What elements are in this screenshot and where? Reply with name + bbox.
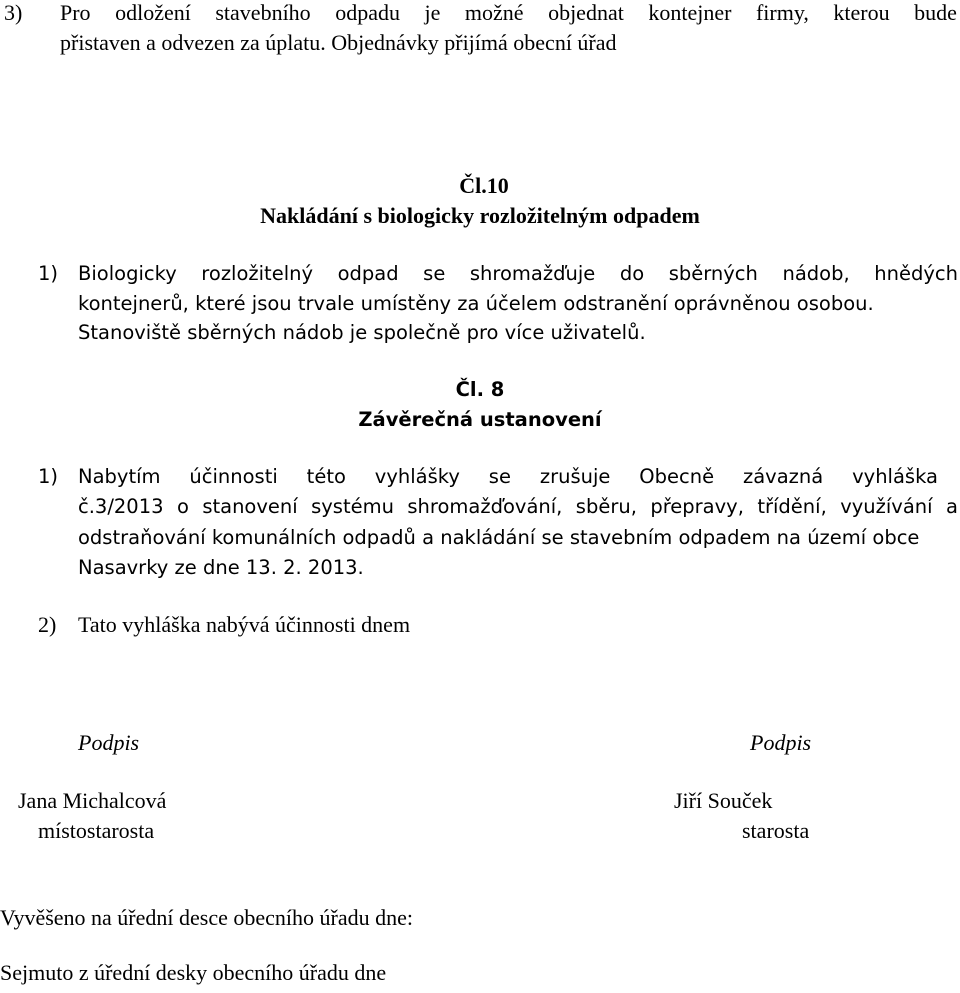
section8-item1-number: 1) (38, 465, 59, 488)
section10-item-number: 1) (38, 262, 59, 285)
section8-line2-word: o (176, 495, 189, 518)
item3-line1-word: firmy, (755, 0, 809, 25)
section10-item-line2: kontejnerů, které jsou trvale umístěny za účelem odstranění oprávněnou osobou. (78, 292, 874, 315)
item3-line1-word: bude (914, 0, 957, 25)
section8-item1-line3: odstraňování komunálních odpadů a nakládání se stavebním odpadem na území obce (78, 526, 920, 549)
section10-item-line1 (78, 264, 958, 284)
right-signature: Podpis (750, 730, 812, 755)
removed-note: Sejmuto z úřední desky obecního úřadu dne (0, 960, 387, 985)
section8-item2-number: 2) (38, 612, 57, 637)
section8-line1-word: vyhláška (852, 465, 938, 488)
section10-line1-word: rozložitelný (201, 262, 314, 285)
section10-line1-word: odpad (337, 262, 399, 285)
section10-line1-word: hnědých (874, 262, 958, 285)
item3-number: 3) (4, 0, 23, 25)
section8-title: Závěrečná ustanovení (358, 408, 602, 431)
left-signer-name: Jana Michalcová (18, 788, 167, 813)
section8-item1-line1 (78, 467, 938, 487)
section8-line2-word: přepravy, (650, 495, 744, 518)
section8-line1-word: se (488, 465, 511, 488)
section10-line1-word: sběrných (668, 262, 758, 285)
section8-line1-word: závazná (743, 465, 824, 488)
section10-line1-word: Biologicky (78, 262, 177, 285)
section8-line2-word: třídění, (757, 495, 827, 518)
section8-line1-word: vyhlášky (374, 465, 460, 488)
section8-line1-word: Obecně (639, 465, 715, 488)
item3-line1-word: možné (464, 0, 524, 25)
section8-item1-line2 (78, 497, 958, 517)
section10-heading: Čl.10 (459, 173, 509, 198)
left-signer-role: místostarosta (38, 818, 155, 843)
section10-line1-word: se (423, 262, 446, 285)
item3-line1-word: objednat (548, 0, 624, 25)
section8-item1-line4: Nasavrky ze dne 13. 2. 2013. (78, 556, 364, 579)
item3-line1-word: Pro (60, 0, 91, 25)
section8-line1-word: zrušuje (539, 465, 611, 488)
section10-line1-word: shromažďuje (469, 262, 596, 285)
section10-line1-word: nádob, (782, 262, 850, 285)
item3-line1-word: je (424, 0, 441, 25)
section8-line2-word: a (945, 495, 958, 518)
right-signer-name: Jiří Souček (674, 788, 773, 813)
left-signature: Podpis (78, 730, 140, 755)
section10-title: Nakládání s biologicky rozložitelným odpadem (260, 203, 700, 228)
item3-line1-word: stavebního (215, 0, 311, 25)
item3-line1-word: odpadu (335, 0, 400, 25)
right-signer-role: starosta (742, 818, 810, 843)
section8-line2-word: č.3/2013 (78, 495, 164, 518)
section8-line2-word: shromažďování, (407, 495, 563, 518)
item3-line1-word: kterou (833, 0, 890, 25)
section8-line2-word: stanovení (202, 495, 298, 518)
section8-line1-word: účinnosti (189, 465, 278, 488)
item3-line2: přistaven a odvezen za úplatu. Objednávky přijímá obecní úřad (60, 30, 617, 55)
section8-heading: Čl. 8 (455, 378, 505, 401)
section8-line1-word: Nabytím (78, 465, 161, 488)
section8-line2-word: využívání (840, 495, 933, 518)
section8-line2-word: sběru, (575, 495, 637, 518)
item3-line1 (60, 2, 957, 24)
item3-line1-word: kontejner (648, 0, 732, 25)
item3-line1-word: odložení (115, 0, 191, 25)
section10-item-line3: Stanoviště sběrných nádob je společně pro více uživatelů. (78, 321, 646, 344)
posted-note: Vyvěšeno na úřední desce obecního úřadu dne: (0, 905, 413, 930)
section10-line1-word: do (619, 262, 645, 285)
section8-item2-text: Tato vyhláška nabývá účinnosti dnem (78, 612, 411, 637)
section8-line2-word: systému (311, 495, 394, 518)
section8-line1-word: této (306, 465, 346, 488)
